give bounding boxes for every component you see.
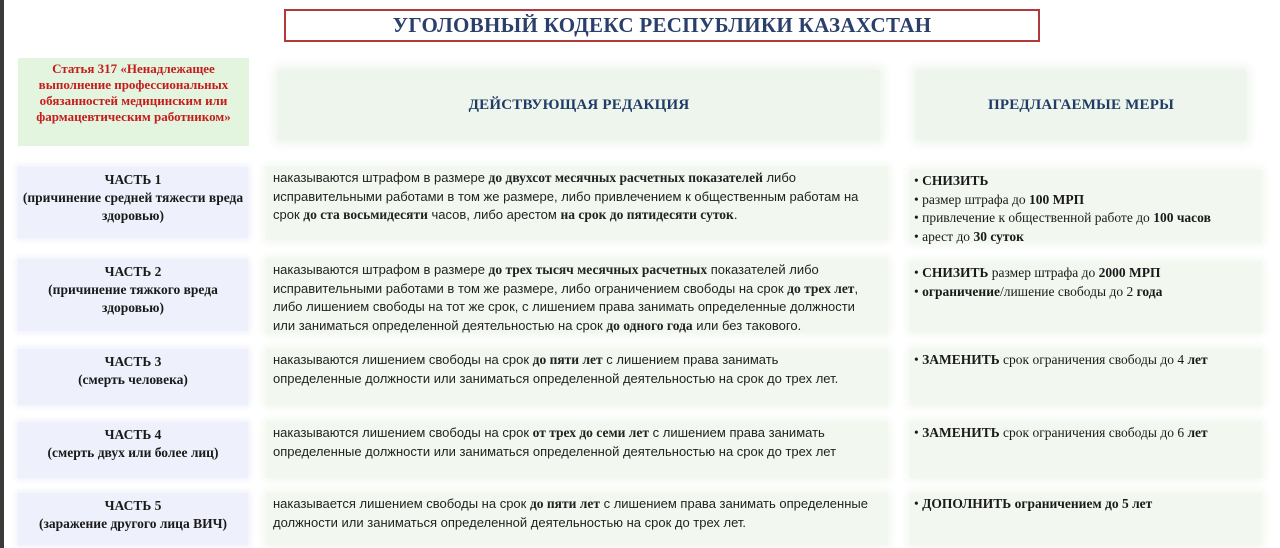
current-edition-header: ДЕЙСТВУЮЩАЯ РЕДАКЦИЯ (278, 70, 880, 140)
part-3-description: (смерть человека) (78, 372, 188, 387)
part-3-cell (18, 349, 248, 405)
text-line (273, 317, 888, 336)
bold-segment: ЗАМЕНИТЬ (922, 352, 1000, 367)
text-line (273, 298, 888, 317)
text-segment: /лишение свободы до 2 (999, 283, 1137, 299)
part-3-label: ЧАСТЬ 3 (104, 354, 162, 369)
part-2-current-text (266, 259, 888, 333)
text-segment: • (914, 496, 923, 511)
bold-segment: до одного года (606, 317, 693, 333)
text-segment: с лишением права занимать (649, 425, 825, 440)
left-edge-bar (0, 0, 4, 548)
text-segment: либо (762, 170, 796, 185)
part-3-proposed-list (910, 349, 1262, 405)
proposed-measure-item (914, 495, 1262, 514)
text-segment: • (914, 265, 923, 280)
proposed-measure-item (914, 283, 1262, 302)
text-line (273, 351, 888, 370)
text-segment: с лишением права занимать (602, 352, 779, 367)
proposed-measure-item (914, 191, 1262, 210)
page-title: УГОЛОВНЫЙ КОДЕКС РЕСПУБЛИКИ КАЗАХСТАН (284, 9, 1040, 42)
bold-segment: ЗАМЕНИТЬ (922, 425, 1000, 440)
bold-segment: 2000 МРП (1098, 265, 1161, 280)
part-2-description: (причинение тяжкого вреда здоровью) (48, 282, 218, 315)
proposed-measure-item (914, 351, 1262, 370)
text-segment: часов, либо арестом (427, 207, 561, 222)
bold-segment: 100 МРП (1028, 191, 1085, 207)
bold-segment: лет (1187, 425, 1208, 440)
part-4-label: ЧАСТЬ 4 (104, 427, 162, 442)
part-5-current-text (266, 493, 888, 545)
proposed-measure-item (914, 209, 1262, 228)
text-segment: • привлечение к общественной работе до (914, 210, 1154, 225)
proposed-measures-header: ПРЕДЛАГАЕМЫЕ МЕРЫ (916, 70, 1246, 140)
bold-segment: до трех тысяч месячных расчетных (488, 262, 708, 277)
part-5-label: ЧАСТЬ 5 (104, 498, 162, 513)
text-segment: или заниматься определенной деятельностью на срок (273, 317, 607, 333)
bold-segment: от трех до семи лет (532, 425, 650, 440)
part-2-cell (18, 259, 248, 331)
bold-segment: ограничение (922, 283, 1000, 299)
bold-segment: на срок до пятидесяти суток (560, 207, 734, 222)
text-segment: • (914, 173, 923, 188)
bold-segment: ДОПОЛНИТЬ ограничением до 5 лет (922, 496, 1153, 511)
text-segment: срок (273, 207, 304, 222)
text-segment: срок ограничения свободы до 6 (999, 425, 1188, 440)
bold-segment: СНИЗИТЬ (922, 173, 989, 188)
bold-segment: до ста восьмидесяти (303, 207, 428, 222)
text-segment: наказываются штрафом в размере (273, 262, 489, 277)
text-segment: или без такового. (692, 317, 802, 333)
part-1-proposed-list (910, 170, 1262, 242)
proposed-measure-item (914, 424, 1262, 443)
text-segment: либо лишением свободы на тот же срок, с лишением права занимать определенные должности (273, 299, 855, 314)
text-segment: определенные должности или заниматься определенной деятельностью на срок до трех лет (273, 443, 837, 459)
part-2-label: ЧАСТЬ 2 (104, 264, 162, 279)
text-line (273, 370, 888, 389)
text-line (273, 495, 888, 514)
text-segment: • (914, 425, 923, 440)
text-line (273, 280, 888, 299)
text-segment: размер штрафа до (988, 265, 1099, 280)
text-line (273, 261, 888, 280)
text-segment: наказываются лишением свободы на срок (273, 352, 533, 367)
text-line (273, 188, 888, 207)
part-4-description: (смерть двух или более лиц) (47, 445, 219, 460)
text-segment: • (914, 283, 923, 299)
bold-segment: года (1136, 283, 1163, 299)
text-segment: должности или заниматься определенной деятельностью на срок до трех лет. (273, 514, 747, 530)
bold-segment: до двухсот месячных расчетных показателей (488, 170, 763, 185)
part-1-label: ЧАСТЬ 1 (104, 172, 162, 187)
text-segment: . (733, 207, 738, 222)
part-1-cell (18, 167, 248, 238)
part-3-current-text (266, 349, 888, 405)
text-line (273, 206, 888, 225)
bold-segment: до пяти лет (532, 352, 603, 367)
text-segment: срок ограничения свободы до 4 (999, 352, 1188, 367)
bold-segment: СНИЗИТЬ (922, 265, 989, 280)
bold-segment: лет (1187, 352, 1208, 367)
text-segment: исправительными работами в том же размере, либо ограничением свободы на срок (273, 280, 788, 296)
text-line (273, 424, 888, 443)
part-4-cell (18, 422, 248, 478)
part-4-proposed-list (910, 422, 1262, 478)
proposed-measure-item (914, 228, 1262, 247)
bold-segment: 100 часов (1153, 210, 1211, 225)
text-segment: с лишением права занимать определенные (599, 496, 868, 511)
text-line (273, 514, 888, 533)
text-segment: • арест до (914, 228, 974, 244)
text-segment: • (914, 352, 923, 367)
text-line (273, 169, 888, 188)
part-1-description: (причинение средней тяжести вреда здоровью) (22, 190, 244, 223)
text-segment: наказывается лишением свободы на срок (273, 496, 530, 511)
text-segment: наказываются лишением свободы на срок (273, 425, 533, 440)
proposed-measure-item (914, 264, 1262, 283)
bold-segment: 30 суток (973, 228, 1024, 244)
part-4-current-text (266, 422, 888, 478)
text-segment: показателей либо (707, 262, 819, 277)
text-segment: • размер штрафа до (914, 191, 1029, 207)
bold-segment: до пяти лет (529, 496, 600, 511)
text-segment: исправительными работами в том же размере, либо привлечением к общественным работам на (273, 188, 859, 204)
part-5-proposed-list (910, 493, 1262, 545)
part-5-cell (18, 493, 248, 545)
proposed-measure-item (914, 172, 1262, 191)
bold-segment: до трех лет (787, 280, 855, 296)
text-segment: определенные должности или заниматься определенной деятельностью на срок до трех лет. (273, 370, 839, 386)
article-header: Статья 317 «Ненадлежащее выполнение профессиональных обязанностей медицинским или фармацевтическим работником» (18, 58, 249, 146)
text-line (273, 443, 888, 462)
text-segment: наказываются штрафом в размере (273, 170, 489, 185)
text-segment: , (854, 280, 859, 296)
part-5-description: (заражение другого лица ВИЧ) (39, 516, 227, 531)
part-1-current-text (266, 167, 888, 240)
part-2-proposed-list (910, 262, 1262, 332)
